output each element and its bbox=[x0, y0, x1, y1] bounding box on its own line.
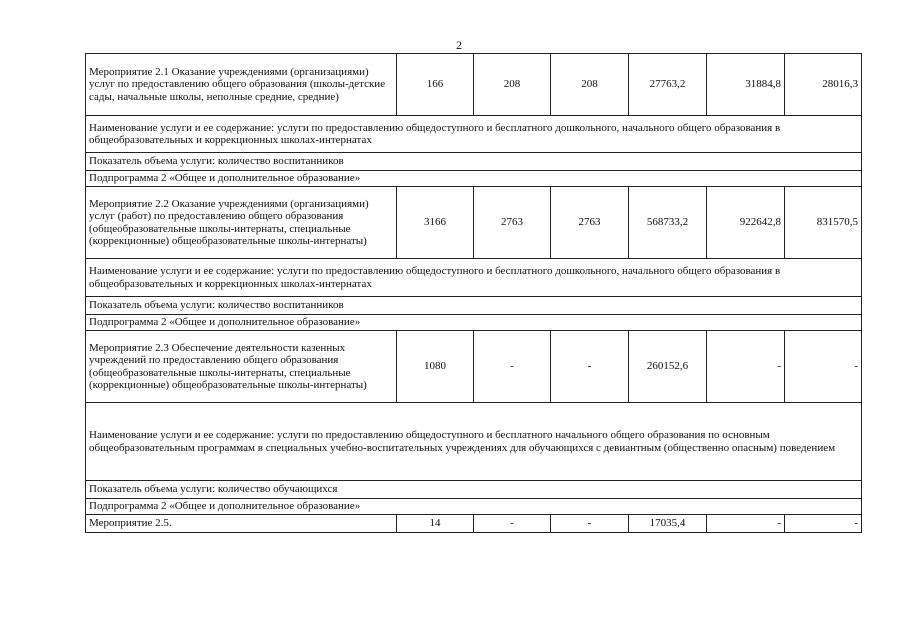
measure-row bbox=[86, 515, 862, 533]
value-cell: - bbox=[707, 331, 785, 403]
value-cell: - bbox=[474, 515, 551, 533]
value-cell: - bbox=[785, 331, 862, 403]
value-cell: - bbox=[474, 331, 551, 403]
info-text: Наименование услуги и ее содержание: услуги по предоставлению общедоступного и бесплатного начального общего образования по основным общеобразовательным программам в специальных учебно-воспитательных учреждениях для обучающихся с девиантным (общественно опасным) поведением bbox=[86, 403, 862, 481]
value-cell: - bbox=[551, 331, 629, 403]
measure-row bbox=[86, 54, 862, 116]
info-text: Подпрограмма 2 «Общее и дополнительное образование» bbox=[86, 315, 862, 331]
info-row bbox=[86, 171, 862, 187]
value-cell: 28016,3 bbox=[785, 54, 862, 116]
page-number: 2 bbox=[456, 38, 462, 52]
info-row bbox=[86, 116, 862, 153]
value-cell: 2763 bbox=[551, 187, 629, 259]
info-text: Показатель объема услуги: количество обучающихся bbox=[86, 481, 862, 499]
value-cell: 568733,2 bbox=[629, 187, 707, 259]
value-cell: 17035,4 bbox=[629, 515, 707, 533]
info-row bbox=[86, 153, 862, 171]
info-row bbox=[86, 259, 862, 297]
value-cell: 166 bbox=[397, 54, 474, 116]
value-cell: 1080 bbox=[397, 331, 474, 403]
info-text: Показатель объема услуги: количество воспитанников bbox=[86, 297, 862, 315]
info-row bbox=[86, 297, 862, 315]
measure-row bbox=[86, 187, 862, 259]
info-row bbox=[86, 403, 862, 481]
value-cell: 27763,2 bbox=[629, 54, 707, 116]
value-cell: 208 bbox=[551, 54, 629, 116]
info-row bbox=[86, 499, 862, 515]
value-cell: 14 bbox=[397, 515, 474, 533]
value-cell: 260152,6 bbox=[629, 331, 707, 403]
value-cell: - bbox=[785, 515, 862, 533]
info-row bbox=[86, 481, 862, 499]
value-cell: 208 bbox=[474, 54, 551, 116]
value-cell: 831570,5 bbox=[785, 187, 862, 259]
value-cell: - bbox=[551, 515, 629, 533]
measure-description: Мероприятие 2.5. bbox=[86, 515, 397, 533]
value-cell: 922642,8 bbox=[707, 187, 785, 259]
info-text: Показатель объема услуги: количество воспитанников bbox=[86, 153, 862, 171]
measure-description: Мероприятие 2.1 Оказание учреждениями (организациями) услуг по предоставлению общего образования (школы-детские сады, начальные школы, неполные средние, средние) bbox=[86, 54, 397, 116]
value-cell: 31884,8 bbox=[707, 54, 785, 116]
info-text: Подпрограмма 2 «Общее и дополнительное образование» bbox=[86, 171, 862, 187]
info-text: Наименование услуги и ее содержание: услуги по предоставлению общедоступного и бесплатного дошкольного, начального общего образования в общеобразовательных и коррекционных школах-интернатах bbox=[86, 116, 862, 153]
value-cell: - bbox=[707, 515, 785, 533]
value-cell: 3166 bbox=[397, 187, 474, 259]
measure-row bbox=[86, 331, 862, 403]
info-text: Подпрограмма 2 «Общее и дополнительное образование» bbox=[86, 499, 862, 515]
info-text: Наименование услуги и ее содержание: услуги по предоставлению общедоступного и бесплатного дошкольного, начального общего образования в общеобразовательных и коррекционных школах-интернатах bbox=[86, 259, 862, 297]
measure-description: Мероприятие 2.2 Оказание учреждениями (организациями) услуг (работ) по предоставлению общего образования (общеобразовательные школы-интернаты, специальные (коррекционные) общеобразовательные школы-интернаты) bbox=[86, 187, 397, 259]
measure-description: Мероприятие 2.3 Обеспечение деятельности казенных учреждений по предоставлению общего образования (общеобразовательные школы-интернаты, специальные (коррекционные) общеобразовательные школы-интернаты) bbox=[86, 331, 397, 403]
program-measures-table bbox=[85, 53, 862, 533]
info-row bbox=[86, 315, 862, 331]
value-cell: 2763 bbox=[474, 187, 551, 259]
